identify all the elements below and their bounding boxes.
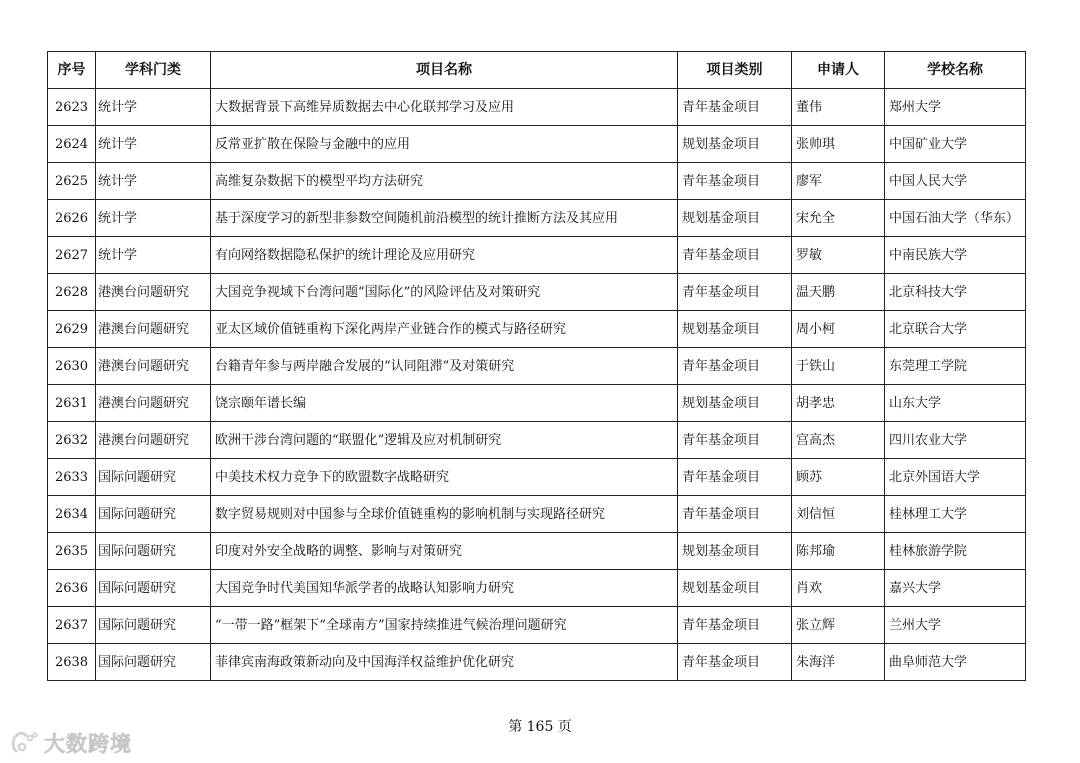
table-header-row: [48, 52, 1026, 89]
cell-school: 曲阜师范大学: [885, 644, 1026, 681]
cell-title: 台籍青年参与两岸融合发展的“认同阻滞”及对策研究: [211, 348, 678, 385]
header-type: 项目类别: [678, 52, 792, 89]
cell-applicant: 宫高杰: [792, 422, 885, 459]
cell-title: 高维复杂数据下的模型平均方法研究: [211, 163, 678, 200]
header-subject: 学科门类: [96, 52, 211, 89]
cell-applicant: 张帅琪: [792, 126, 885, 163]
table-row: [48, 496, 1026, 533]
cell-school: 中国人民大学: [885, 163, 1026, 200]
cell-title: 大国竞争时代美国知华派学者的战略认知影响力研究: [211, 570, 678, 607]
cell-school: 四川农业大学: [885, 422, 1026, 459]
cell-applicant: 罗敏: [792, 237, 885, 274]
cell-type: 规划基金项目: [678, 200, 792, 237]
page-number: 第 165 页: [508, 719, 572, 735]
table-row: [48, 385, 1026, 422]
cell-applicant: 胡孝忠: [792, 385, 885, 422]
cell-title: 有向网络数据隐私保护的统计理论及应用研究: [211, 237, 678, 274]
cell-applicant: 董伟: [792, 89, 885, 126]
cell-no: 2632: [48, 422, 96, 459]
cell-school: 郑州大学: [885, 89, 1026, 126]
cell-no: 2628: [48, 274, 96, 311]
header-title: 项目名称: [211, 52, 678, 89]
cell-applicant: 廖军: [792, 163, 885, 200]
cell-title: 印度对外安全战略的调整、影响与对策研究: [211, 533, 678, 570]
cell-title: 菲律宾南海政策新动向及中国海洋权益维护优化研究: [211, 644, 678, 681]
cell-type: 青年基金项目: [678, 89, 792, 126]
cell-school: 中国石油大学（华东）: [885, 200, 1026, 237]
cell-school: 山东大学: [885, 385, 1026, 422]
cell-subject: 港澳台问题研究: [96, 348, 211, 385]
brand-logo-icon: [10, 729, 40, 757]
cell-applicant: 周小柯: [792, 311, 885, 348]
table-row: [48, 348, 1026, 385]
cell-subject: 统计学: [96, 89, 211, 126]
cell-no: 2633: [48, 459, 96, 496]
cell-title: 亚太区域价值链重构下深化两岸产业链合作的模式与路径研究: [211, 311, 678, 348]
cell-title: 中美技术权力竞争下的欧盟数字战略研究: [211, 459, 678, 496]
cell-no: 2637: [48, 607, 96, 644]
header-school: 学校名称: [885, 52, 1026, 89]
cell-type: 规划基金项目: [678, 311, 792, 348]
cell-subject: 统计学: [96, 126, 211, 163]
cell-no: 2624: [48, 126, 96, 163]
table-row: [48, 126, 1026, 163]
cell-title: 欧洲干涉台湾问题的“联盟化”逻辑及应对机制研究: [211, 422, 678, 459]
cell-school: 兰州大学: [885, 607, 1026, 644]
cell-type: 青年基金项目: [678, 274, 792, 311]
table-row: [48, 644, 1026, 681]
cell-school: 桂林旅游学院: [885, 533, 1026, 570]
cell-no: 2629: [48, 311, 96, 348]
cell-subject: 统计学: [96, 237, 211, 274]
cell-school: 北京科技大学: [885, 274, 1026, 311]
cell-title: 大数据背景下高维异质数据去中心化联邦学习及应用: [211, 89, 678, 126]
cell-no: 2631: [48, 385, 96, 422]
cell-applicant: 张立辉: [792, 607, 885, 644]
cell-subject: 港澳台问题研究: [96, 385, 211, 422]
cell-subject: 国际问题研究: [96, 459, 211, 496]
cell-subject: 国际问题研究: [96, 570, 211, 607]
cell-school: 嘉兴大学: [885, 570, 1026, 607]
table-row: [48, 533, 1026, 570]
watermark-text: 大数跨境: [44, 732, 132, 756]
cell-school: 北京外国语大学: [885, 459, 1026, 496]
cell-type: 青年基金项目: [678, 163, 792, 200]
cell-school: 北京联合大学: [885, 311, 1026, 348]
cell-subject: 港澳台问题研究: [96, 422, 211, 459]
table-row: [48, 89, 1026, 126]
cell-applicant: 朱海洋: [792, 644, 885, 681]
table-body: [48, 89, 1026, 681]
cell-no: 2625: [48, 163, 96, 200]
table-row: [48, 422, 1026, 459]
cell-title: 数字贸易规则对中国参与全球价值链重构的影响机制与实现路径研究: [211, 496, 678, 533]
table-row: [48, 200, 1026, 237]
cell-title: 饶宗颐年谱长编: [211, 385, 678, 422]
cell-type: 规划基金项目: [678, 533, 792, 570]
cell-type: 规划基金项目: [678, 385, 792, 422]
cell-title: 大国竞争视域下台湾问题“国际化”的风险评估及对策研究: [211, 274, 678, 311]
cell-no: 2627: [48, 237, 96, 274]
table-row: [48, 274, 1026, 311]
table-row: [48, 607, 1026, 644]
cell-type: 规划基金项目: [678, 126, 792, 163]
cell-type: 规划基金项目: [678, 570, 792, 607]
cell-applicant: 陈邦瑜: [792, 533, 885, 570]
cell-no: 2635: [48, 533, 96, 570]
cell-no: 2638: [48, 644, 96, 681]
cell-type: 青年基金项目: [678, 237, 792, 274]
table-row: [48, 311, 1026, 348]
cell-applicant: 刘信恒: [792, 496, 885, 533]
cell-applicant: 宋允全: [792, 200, 885, 237]
header-applicant: 申请人: [792, 52, 885, 89]
table-row: [48, 237, 1026, 274]
cell-applicant: 温天鹏: [792, 274, 885, 311]
cell-title: “一带一路”框架下“全球南方”国家持续推进气候治理问题研究: [211, 607, 678, 644]
cell-applicant: 顾苏: [792, 459, 885, 496]
table-row: [48, 570, 1026, 607]
cell-applicant: 于铁山: [792, 348, 885, 385]
cell-subject: 统计学: [96, 200, 211, 237]
cell-no: 2634: [48, 496, 96, 533]
header-no: 序号: [48, 52, 96, 89]
cell-type: 青年基金项目: [678, 496, 792, 533]
cell-school: 东莞理工学院: [885, 348, 1026, 385]
cell-subject: 国际问题研究: [96, 607, 211, 644]
cell-type: 青年基金项目: [678, 422, 792, 459]
cell-subject: 港澳台问题研究: [96, 274, 211, 311]
table-row: [48, 459, 1026, 496]
cell-subject: 港澳台问题研究: [96, 311, 211, 348]
cell-no: 2636: [48, 570, 96, 607]
table-row: [48, 163, 1026, 200]
cell-school: 桂林理工大学: [885, 496, 1026, 533]
cell-subject: 统计学: [96, 163, 211, 200]
cell-title: 反常亚扩散在保险与金融中的应用: [211, 126, 678, 163]
cell-no: 2623: [48, 89, 96, 126]
cell-type: 青年基金项目: [678, 459, 792, 496]
cell-no: 2626: [48, 200, 96, 237]
cell-no: 2630: [48, 348, 96, 385]
cell-school: 中南民族大学: [885, 237, 1026, 274]
cell-subject: 国际问题研究: [96, 533, 211, 570]
cell-type: 青年基金项目: [678, 644, 792, 681]
cell-subject: 国际问题研究: [96, 496, 211, 533]
cell-type: 青年基金项目: [678, 348, 792, 385]
watermark: [10, 728, 132, 758]
cell-type: 青年基金项目: [678, 607, 792, 644]
cell-applicant: 肖欢: [792, 570, 885, 607]
cell-subject: 国际问题研究: [96, 644, 211, 681]
project-table: [47, 51, 1026, 681]
cell-school: 中国矿业大学: [885, 126, 1026, 163]
cell-title: 基于深度学习的新型非参数空间随机前沿模型的统计推断方法及其应用: [211, 200, 678, 237]
